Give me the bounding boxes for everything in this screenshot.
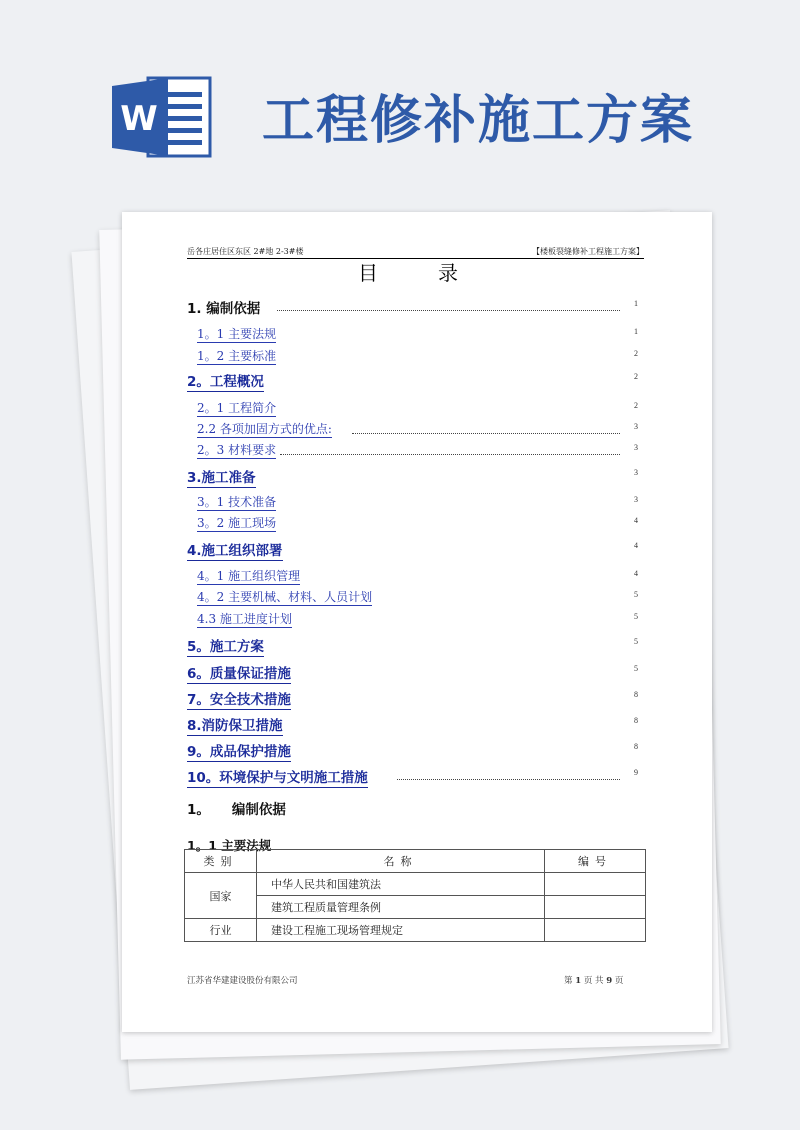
header-category: 类别 <box>185 850 257 873</box>
toc-dot-leader <box>352 420 620 434</box>
toc-entry[interactable] <box>197 610 638 628</box>
toc-entry[interactable] <box>197 420 638 438</box>
running-header-left: 岳各庄居住区东区 2#地 2-3#楼 <box>187 247 304 256</box>
section-heading <box>187 798 286 818</box>
toc-entry-page: 4 <box>634 541 638 550</box>
toc-entry-page: 8 <box>634 690 638 699</box>
toc-entry-label: 3。2 施工现场 <box>197 516 277 530</box>
toc-entry[interactable] <box>187 740 638 760</box>
toc-entry-label: 3.施工准备 <box>187 470 256 486</box>
toc-entry-page: 2 <box>634 401 638 410</box>
footer-page-prefix: 第 <box>564 976 573 986</box>
banner <box>0 0 800 200</box>
banner-title: 工程修补施工方案 <box>262 91 695 151</box>
cell-name: 建设工程施工现场管理规定 <box>257 919 545 942</box>
running-header-right: 【楼板裂缝修补工程施工方案】 <box>532 247 644 256</box>
toc-title-char-2: 录 <box>438 261 458 285</box>
toc-entry-label: 4。2 主要机械、材料、人员计划 <box>197 590 373 604</box>
header-name: 名称 <box>257 850 545 873</box>
toc-entry-label: 1. 编制依据 <box>187 301 261 317</box>
toc-entry-page: 5 <box>634 664 638 673</box>
toc-entry-label: 2。1 工程简介 <box>197 401 277 415</box>
toc-entry-page: 4 <box>634 516 638 525</box>
toc-entry-page: 4 <box>634 569 638 578</box>
toc-entry-page: 5 <box>634 590 638 599</box>
footer-page-total: 9 <box>606 976 613 986</box>
toc-entry-label: 4.3 施工进度计划 <box>197 612 292 626</box>
toc-dot-leader <box>397 766 620 780</box>
toc-entry[interactable] <box>197 347 638 365</box>
toc-entry[interactable] <box>187 688 638 708</box>
toc-dot-leader <box>280 441 620 455</box>
toc-entry-label: 2.2 各项加固方式的优点: <box>197 422 332 436</box>
cell-code <box>545 896 646 919</box>
toc-entry[interactable] <box>187 662 638 682</box>
laws-table <box>184 849 646 942</box>
toc-entry-label: 8.消防保卫措施 <box>187 718 283 734</box>
footer-page-info <box>564 974 623 986</box>
cell-category: 行业 <box>185 919 257 942</box>
toc-entry-label: 6。质量保证措施 <box>187 666 291 682</box>
cell-code <box>545 919 646 942</box>
subsection-heading: 1。1 主要法规 <box>187 838 272 853</box>
table-row <box>185 873 646 896</box>
toc-entry-page: 9 <box>634 768 638 777</box>
header-code: 编号 <box>545 850 646 873</box>
footer-company: 江苏省华建建设股份有限公司 <box>187 976 298 986</box>
section-title: 编制依据 <box>231 802 286 818</box>
cell-name: 建筑工程质量管理条例 <box>257 896 545 919</box>
table-row <box>185 919 646 942</box>
toc-entry-label: 2。工程概况 <box>187 374 264 390</box>
toc-entry-page: 1 <box>634 327 638 336</box>
toc-entry-label: 1。1 主要法规 <box>197 327 277 341</box>
toc-title-char-1: 目 <box>358 261 378 285</box>
toc-entry[interactable] <box>187 370 638 390</box>
word-document-icon <box>112 76 212 158</box>
toc-entry-page: 2 <box>634 372 638 381</box>
toc-entry[interactable] <box>187 466 638 486</box>
toc-entry-page: 3 <box>634 495 638 504</box>
toc-entry[interactable] <box>197 493 638 511</box>
toc-entry-page: 1 <box>634 299 638 308</box>
toc-entry-label: 4。1 施工组织管理 <box>197 569 301 583</box>
toc-entry[interactable] <box>187 297 638 317</box>
cell-code <box>545 873 646 896</box>
table-header-row <box>185 850 646 873</box>
toc-entry-label: 4.施工组织部署 <box>187 543 283 559</box>
cell-category: 国家 <box>185 873 257 919</box>
toc-entry[interactable] <box>197 588 638 606</box>
toc-entry[interactable] <box>187 539 638 559</box>
toc-entry-page: 8 <box>634 716 638 725</box>
footer-page-suffix: 页 <box>614 976 624 986</box>
toc-entry-page: 3 <box>634 468 638 477</box>
toc-entry[interactable] <box>197 399 638 417</box>
toc-entry[interactable] <box>187 766 638 786</box>
toc-entry[interactable] <box>197 441 638 459</box>
toc-entry[interactable] <box>187 714 638 734</box>
toc-entry-page: 5 <box>634 612 638 621</box>
toc-entry-label: 3。1 技术准备 <box>197 495 277 509</box>
toc-entry-label: 1。2 主要标准 <box>197 349 277 363</box>
toc-entry-label: 5。施工方案 <box>187 639 264 655</box>
toc-entry-label: 9。成品保护措施 <box>187 744 291 760</box>
section-number: 1。 <box>187 802 210 818</box>
toc-dot-leader <box>277 297 620 311</box>
toc-entry-page: 3 <box>634 443 638 452</box>
toc-entry[interactable] <box>197 514 638 532</box>
cell-name: 中华人民共和国建筑法 <box>257 873 545 896</box>
toc-entry-label: 7。安全技术措施 <box>187 692 291 708</box>
toc-title <box>358 257 458 286</box>
document-page <box>122 212 712 1032</box>
toc-entry[interactable] <box>187 635 638 655</box>
toc-entry-page: 3 <box>634 422 638 431</box>
toc-entry[interactable] <box>197 567 638 585</box>
toc-entry-label: 2。3 材料要求 <box>197 443 277 457</box>
toc-entry-page: 5 <box>634 637 638 646</box>
toc-entry-page: 2 <box>634 349 638 358</box>
toc-entry-label: 10。环境保护与文明施工措施 <box>187 770 368 786</box>
toc-entry-page: 8 <box>634 742 638 751</box>
word-icon-letter: W <box>120 99 158 139</box>
footer-page-mid: 页 共 <box>583 976 604 986</box>
toc-entry[interactable] <box>197 325 638 343</box>
footer-page-number: 1 <box>575 976 582 986</box>
